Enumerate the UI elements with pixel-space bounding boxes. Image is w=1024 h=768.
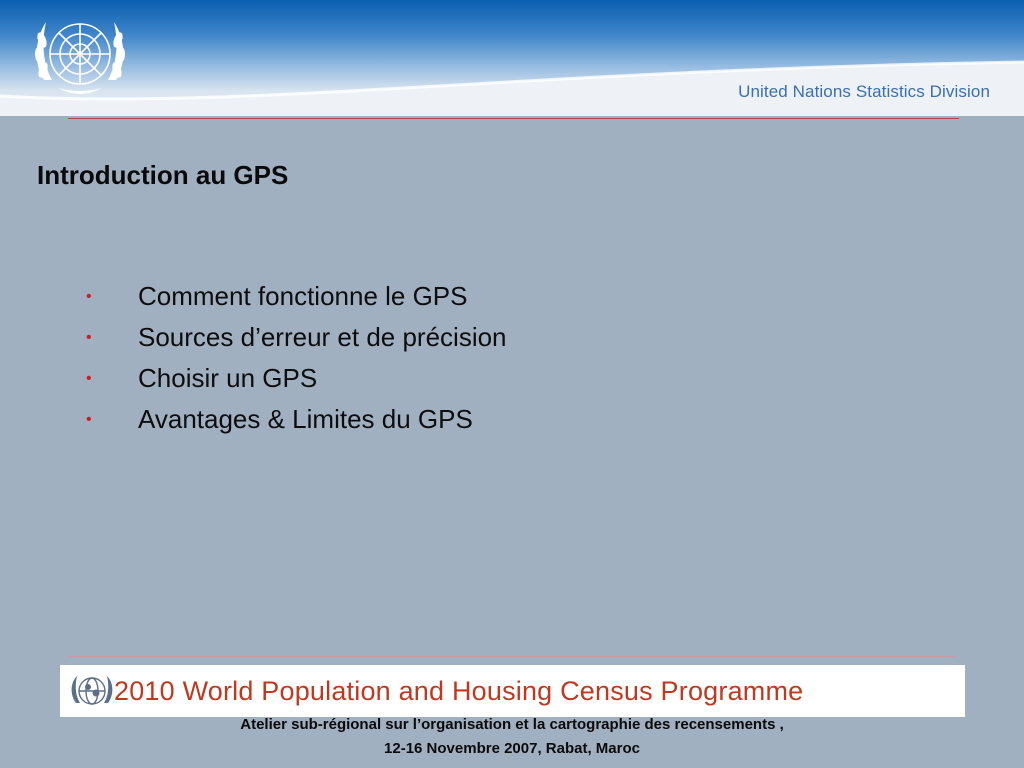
census-globe-icon xyxy=(68,671,114,711)
bullet-list xyxy=(86,276,507,440)
un-emblem-icon xyxy=(28,10,132,102)
bullet-icon: • xyxy=(86,410,92,428)
list-item xyxy=(86,399,507,440)
bullet-icon: • xyxy=(86,328,92,346)
footer-line-1: Atelier sub-régional sur l’organisation et la cartographie des recensements , xyxy=(240,716,784,733)
footer-text xyxy=(0,713,1024,761)
list-item xyxy=(86,317,507,358)
banner-title: 2010 World Population and Housing Census Programme xyxy=(114,675,804,706)
bullet-text: Sources d’erreur et de précision xyxy=(138,322,507,352)
bottom-divider xyxy=(68,656,956,657)
bullet-icon: • xyxy=(86,287,92,305)
top-divider xyxy=(68,118,959,119)
slide-header xyxy=(0,0,1024,116)
bullet-text: Avantages & Limites du GPS xyxy=(138,404,473,434)
list-item xyxy=(86,276,507,317)
slide-title: Introduction au GPS xyxy=(37,160,289,190)
bullet-icon: • xyxy=(86,369,92,387)
list-item xyxy=(86,358,507,399)
bullet-text: Choisir un GPS xyxy=(138,363,318,393)
bullet-text: Comment fonctionne le GPS xyxy=(138,281,468,311)
footer-line-2: 12-16 Novembre 2007, Rabat, Maroc xyxy=(384,740,640,757)
census-banner xyxy=(60,665,965,717)
organization-name: United Nations Statistics Division xyxy=(738,82,990,101)
